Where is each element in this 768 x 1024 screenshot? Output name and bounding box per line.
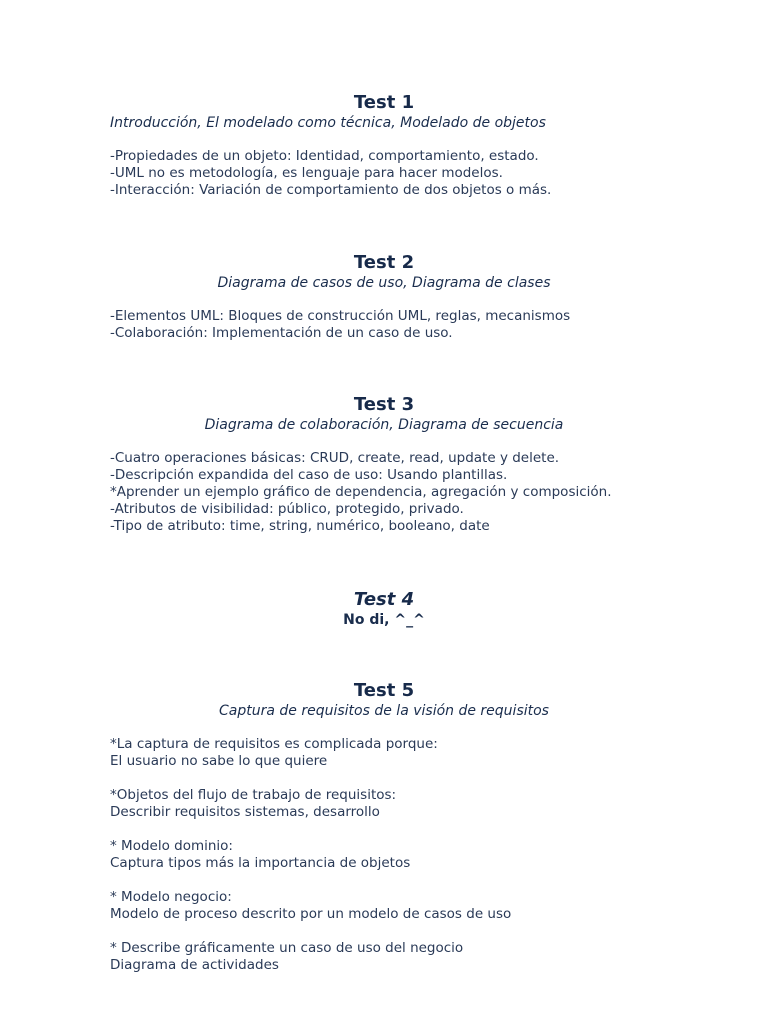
test-1-section <box>110 92 658 199</box>
test-2-notes <box>110 308 658 342</box>
test-4-title: Test 4 <box>353 589 415 610</box>
test-1-title: Test 1 <box>353 92 415 113</box>
note-heading: *La captura de requisitos es complicada porque: <box>110 736 438 752</box>
test-5-title: Test 5 <box>353 680 415 701</box>
note-line: -Atributos de visibilidad: público, protegido, privado. <box>110 501 464 517</box>
note-text: Describir requisitos sistemas, desarrollo <box>110 804 380 820</box>
note-text: Captura tipos más la importancia de objetos <box>110 855 411 871</box>
note-heading: * Describe gráficamente un caso de uso del negocio <box>110 940 464 956</box>
note-group <box>110 889 658 923</box>
note-line: -Cuatro operaciones básicas: CRUD, create, read, update y delete. <box>110 450 560 466</box>
note-line: -Descripción expandida del caso de uso: Usando plantillas. <box>110 467 508 483</box>
note-text: Modelo de proceso descrito por un modelo de casos de uso <box>110 906 512 922</box>
test-5-subtitle: Captura de requisitos de la visión de requisitos <box>219 703 549 719</box>
note-group <box>110 838 658 872</box>
test-2-title: Test 2 <box>353 252 415 273</box>
note-group <box>110 787 658 821</box>
note-line: -UML no es metodología, es lenguaje para hacer modelos. <box>110 165 503 181</box>
note-text: Diagrama de actividades <box>110 957 279 973</box>
test-2-subtitle: Diagrama de casos de uso, Diagrama de clases <box>217 275 551 291</box>
note-line: -Tipo de atributo: time, string, numérico, booleano, date <box>110 518 490 534</box>
test-1-subtitle: Introducción, El modelado como técnica, Modelado de objetos <box>110 115 546 131</box>
note-line: -Propiedades de un objeto: Identidad, comportamiento, estado. <box>110 148 539 164</box>
note-group <box>110 940 658 974</box>
test-3-notes <box>110 450 658 535</box>
note-line: *Aprender un ejemplo gráfico de dependencia, agregación y composición. <box>110 484 612 500</box>
test-4-section <box>110 589 658 629</box>
note-heading: * Modelo negocio: <box>110 889 232 905</box>
note-line: -Colaboración: Implementación de un caso de uso. <box>110 325 453 341</box>
test-1-notes <box>110 148 658 199</box>
test-3-section <box>110 394 658 535</box>
note-group <box>110 736 658 770</box>
test-4-subtitle: No di, ^_^ <box>343 612 425 628</box>
test-3-title: Test 3 <box>353 394 415 415</box>
note-line: -Elementos UML: Bloques de construcción UML, reglas, mecanismos <box>110 308 571 324</box>
test-5-notes <box>110 736 658 974</box>
note-heading: *Objetos del flujo de trabajo de requisitos: <box>110 787 397 803</box>
test-3-subtitle: Diagrama de colaboración, Diagrama de secuencia <box>204 417 564 433</box>
note-heading: * Modelo dominio: <box>110 838 233 854</box>
note-text: El usuario no sabe lo que quiere <box>110 753 328 769</box>
note-line: -Interacción: Variación de comportamiento de dos objetos o más. <box>110 182 552 198</box>
test-2-section <box>110 252 658 342</box>
test-5-section <box>110 680 658 991</box>
